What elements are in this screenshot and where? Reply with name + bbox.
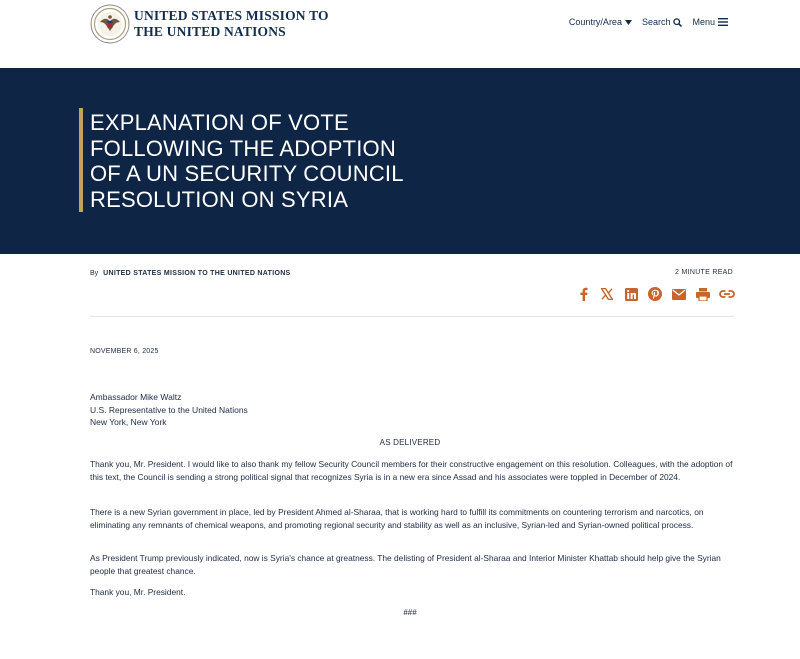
x-icon[interactable] (599, 286, 615, 302)
search-button[interactable] (642, 17, 683, 27)
page-title (90, 110, 470, 212)
search-label: Search (641, 17, 671, 27)
speaker-name: Ambassador Mike Waltz (90, 392, 182, 402)
speaker-title: U.S. Representative to the United Nations (90, 404, 248, 415)
copy-link-icon[interactable] (719, 286, 735, 302)
hero-accent-bar (79, 108, 83, 212)
closing-line: Thank you, Mr. President. (90, 587, 186, 597)
page-title-line-1: EXPLANATION OF VOTE (90, 110, 349, 135)
menu-button[interactable] (692, 17, 728, 27)
publish-date: NOVEMBER 6, 2025 (90, 348, 159, 355)
page-title-line-2: FOLLOWING THE ADOPTION (90, 135, 396, 161)
by-label: By (90, 270, 99, 277)
speaker-location: New York, New York (90, 417, 167, 427)
menu-label: Menu (692, 17, 715, 27)
as-delivered-label: AS DELIVERED (379, 438, 441, 447)
email-icon[interactable] (671, 286, 687, 302)
site-header (0, 0, 800, 68)
read-time: 2 MINUTE READ (675, 269, 733, 276)
print-icon[interactable] (695, 286, 711, 302)
page-title-line-3: OF A UN SECURITY COUNCIL (90, 161, 404, 186)
body-paragraph-2: There is a new Syrian government in place, led by President Ahmed al-Sharaa, that is working hard to fulfill its commitments on countering terrorism and narcotics, on eliminating any remnants of chemical weapons, and promoting regional security and stability as well as an inclusive, Syrian-led and Syrian-owned political process. (90, 507, 704, 530)
hero-banner (0, 68, 800, 254)
seal-icon[interactable] (90, 4, 130, 44)
end-mark: ### (403, 608, 417, 617)
site-title[interactable] (134, 8, 329, 40)
speaker-block (90, 391, 248, 429)
facebook-icon[interactable] (575, 286, 591, 302)
country-area-label: Country/Area (568, 17, 622, 27)
country-area-dropdown[interactable] (569, 17, 632, 27)
caret-down-icon (625, 20, 632, 25)
body-paragraph-3: As President Trump previously indicated, now is Syria's chance at greatness. The delisting of President al-Sharaa and Interior Minister Khattab should help give the Syrian people that greatest chance. (90, 553, 721, 576)
search-icon (673, 18, 682, 27)
byline (90, 270, 291, 277)
body-paragraph-1: Thank you, Mr. President. I would like to also thank my fellow Security Council members for their constructive engagement on this resolution. Colleagues, with the adoption of this text, the Council is sending a strong political signal that recognizes Syria is in a new era since Assad and his associates were toppled in December of 2024. (90, 459, 733, 482)
linkedin-icon[interactable] (623, 286, 639, 302)
site-title-line-1: UNITED STATES MISSION TO (134, 8, 329, 23)
hamburger-icon (718, 18, 728, 26)
byline-divider (90, 316, 734, 317)
top-nav (569, 17, 728, 27)
site-title-line-2: THE UNITED NATIONS (134, 24, 286, 39)
share-bar (575, 286, 735, 302)
author-link[interactable]: UNITED STATES MISSION TO THE UNITED NATIONS (103, 270, 291, 277)
page-title-line-4: RESOLUTION ON SYRIA (90, 186, 349, 212)
pinterest-icon[interactable] (647, 286, 663, 302)
